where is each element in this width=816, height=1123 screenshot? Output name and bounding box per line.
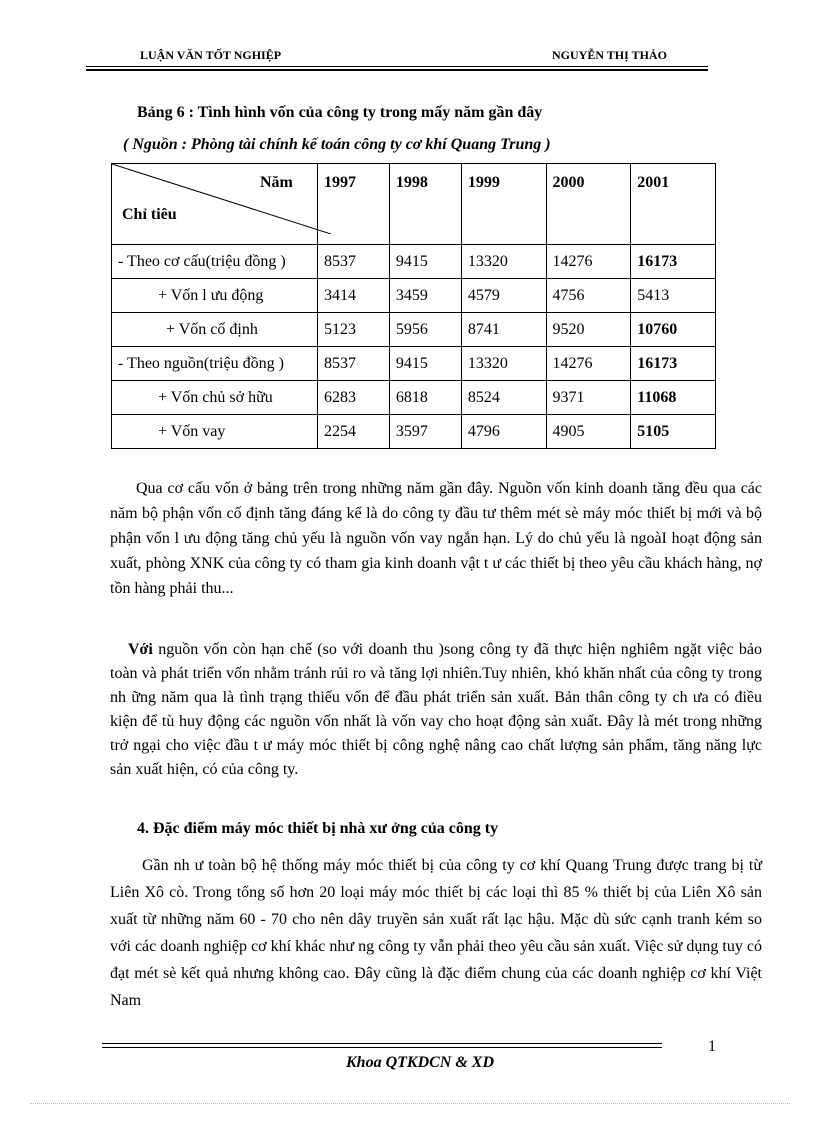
table-cell: 13320 (461, 347, 546, 381)
year-header: 1999 (461, 164, 546, 245)
table-cell: 10760 (631, 313, 716, 347)
table-cell: 9415 (389, 347, 461, 381)
table-cell: 16173 (631, 347, 716, 381)
row-label: + Vốn vay (112, 415, 318, 449)
table-cell: 4905 (546, 415, 631, 449)
table-cell: 4796 (461, 415, 546, 449)
row-label: + Vốn l ưu động (112, 279, 318, 313)
table-cell: 4756 (546, 279, 631, 313)
table-corner-cell (112, 164, 318, 245)
corner-indicator-label: Chỉ tiêu (122, 206, 177, 223)
capital-table (111, 163, 716, 449)
table-cell: 8537 (318, 245, 390, 279)
row-label: + Vốn chủ sở hữu (112, 381, 318, 415)
table-cell: 3597 (389, 415, 461, 449)
table-cell: 5413 (631, 279, 716, 313)
table-cell: 9520 (546, 313, 631, 347)
table-cell: 8537 (318, 347, 390, 381)
corner-year-label: Năm (260, 174, 293, 191)
table-cell: 6818 (389, 381, 461, 415)
section-heading: 4. Đặc điểm máy móc thiết bị nhà xư ởng của công ty (137, 820, 499, 837)
table-cell: 5105 (631, 415, 716, 449)
year-header: 1998 (389, 164, 461, 245)
table-cell: 3459 (389, 279, 461, 313)
header-rule-thick (86, 69, 708, 71)
table-cell: 14276 (546, 347, 631, 381)
table-cell: 3414 (318, 279, 390, 313)
year-header: 1997 (318, 164, 390, 245)
table-cell: 11068 (631, 381, 716, 415)
table-cell: 14276 (546, 245, 631, 279)
table-row (112, 415, 716, 449)
table-cell: 13320 (461, 245, 546, 279)
header-title-left: LUẬN VĂN TỐT NGHIỆP (140, 48, 282, 62)
paragraph-body: nguồn vốn còn hạn chế (so với doanh thu )song công ty đã thực hiện nghiêm ngặt việc bảo toàn và phát triển vốn nhằm tránh rủi ro và tăng lợi nhiên.Tuy nhiên, khó khăn nhất của công ty trong nh ững năm qua là tình trạng thiếu vốn để đầu phát triển sản xuất. Bản thân công ty ch ưa có điều kiện để tù huy động các nguồn vốn nhất là vốn vay cho hoạt động sản xuất. Đây là mét trong những trở ngại cho việc đầu t ư máy móc thiết bị công nghệ nâng cao chất lượng sản phẩm, tăng năng lực sản xuất hiện, có của công ty. (110, 641, 762, 778)
table-cell: 9371 (546, 381, 631, 415)
row-label: - Theo nguồn(triệu đồng ) (112, 347, 318, 381)
table-row (112, 245, 716, 279)
row-label: - Theo cơ cấu(triệu đồng ) (112, 245, 318, 279)
table-cell: 8741 (461, 313, 546, 347)
header-rule (86, 66, 708, 67)
paragraph-equipment: Gần nh ư toàn bộ hệ thống máy móc thiết bị của công ty cơ khí Quang Trung được trang bị từ Liên Xô cò. Trong tổng số hơn 20 loại máy móc thiết bị các loại thì 85 % thiết bị của Liên Xô sản xuất từ những năm 60 - 70 cho nên dây truyền sản xuất rất lạc hậu. Mặc dù sức cạnh tranh kém so với các doanh nghiệp cơ khí khác như ng công ty vẫn phải theo yêu cầu sản xuất. Việc sử dụng tuy có đạt mét sè kết quả nhưng không cao. Đây cũng là đặc điểm chung của các doanh nghiệp cơ khí Việt Nam (110, 857, 762, 1009)
paragraph-capital-limits (110, 638, 762, 782)
page-bottom-divider (30, 1103, 790, 1104)
table-source: ( Nguồn : Phòng tài chính kế toán công ty cơ khí Quang Trung ) (123, 136, 551, 153)
page-number: 1 (708, 1038, 716, 1055)
table-cell: 2254 (318, 415, 390, 449)
footer-rule (102, 1043, 662, 1044)
table-cell: 5956 (389, 313, 461, 347)
table-header-row (112, 164, 716, 245)
paragraph-capital-structure: Qua cơ cấu vốn ở bảng trên trong những năm gần đây. Nguồn vốn kinh doanh tăng đều qua các năm bộ phận vốn cố định tăng đáng kể là do công ty đầu tư thêm mét sè máy móc thiết bị mới và bộ phận vốn l ưu động tăng chủ yếu là nguồn vốn vay ngắn hạn. Lý do chủ yếu là ngoàI hoạt động sản xuất, phòng XNK của công ty có tham gia kinh doanh vật t ư các thiết bị theo yêu cầu khách hàng, nợ tồn hàng phải thu... (110, 480, 762, 597)
table-row (112, 313, 716, 347)
table-row (112, 279, 716, 313)
table-cell: 6283 (318, 381, 390, 415)
year-header: 2001 (631, 164, 716, 245)
table-title: Bảng 6 : Tình hình vốn của công ty trong mấy năm gần đây (137, 104, 543, 121)
year-header: 2000 (546, 164, 631, 245)
table-row (112, 347, 716, 381)
footer-department: Khoa QTKDCN & XD (346, 1054, 495, 1071)
table-cell: 16173 (631, 245, 716, 279)
table-cell: 4579 (461, 279, 546, 313)
table-row (112, 381, 716, 415)
table-cell: 8524 (461, 381, 546, 415)
paragraph-lead-word: Với (128, 641, 153, 658)
header-author-right: NGUYỄN THỊ THẢO (552, 48, 667, 62)
row-label: + Vốn cố định (112, 313, 318, 347)
table-cell: 5123 (318, 313, 390, 347)
table-cell: 9415 (389, 245, 461, 279)
footer-rule-double (102, 1047, 662, 1048)
